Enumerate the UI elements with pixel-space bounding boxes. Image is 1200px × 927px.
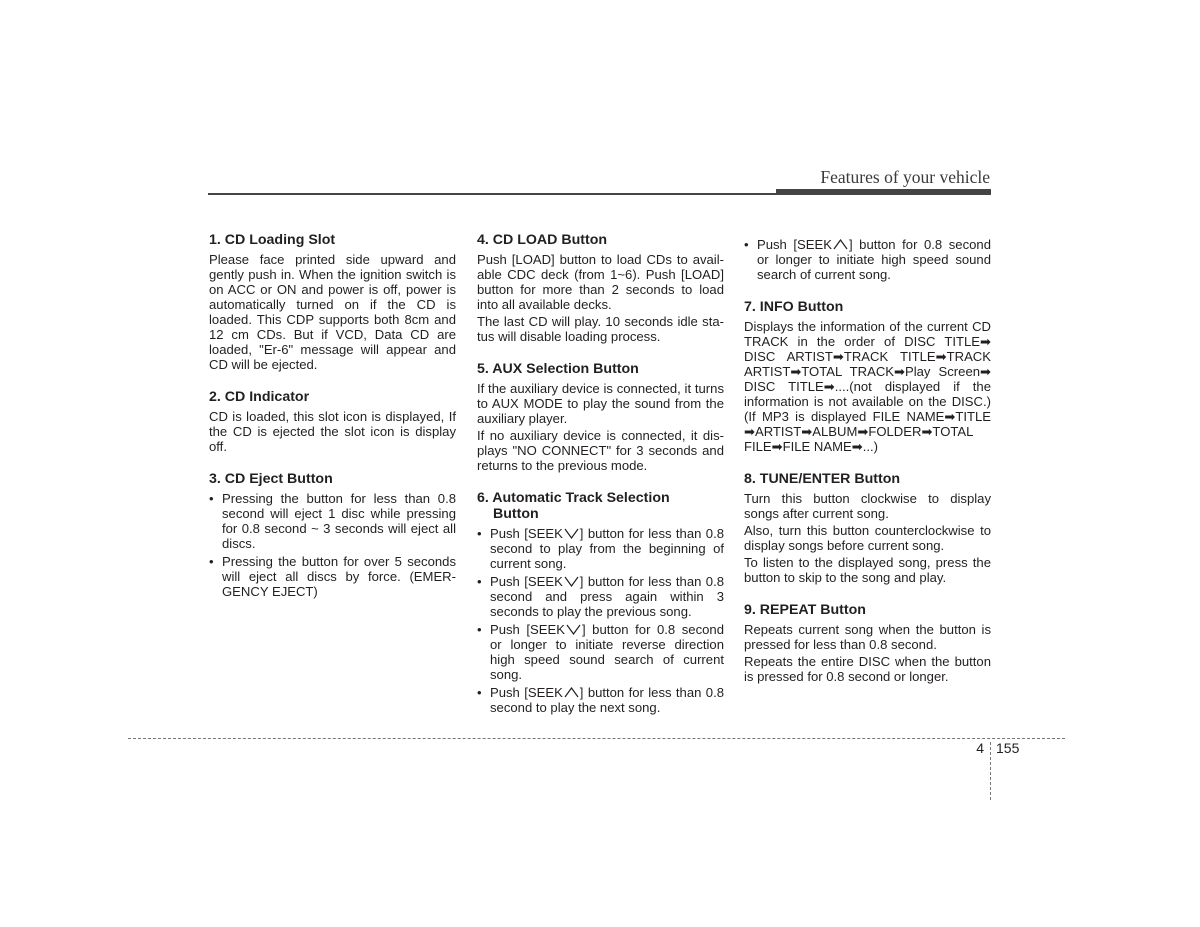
section-heading: 1. CD Loading Slot xyxy=(209,232,336,248)
bullet-list xyxy=(744,237,991,282)
bullet-glyph: • xyxy=(477,622,482,637)
section-heading: 8. TUNE/ENTER Button xyxy=(744,471,901,487)
section-paragraph: Repeats current song when the button is pressed for less than 0.8 second. xyxy=(744,622,991,652)
section-heading: 7. INFO Button xyxy=(744,299,844,315)
section-automatic-track-selection xyxy=(477,490,724,715)
list-item-text: ] button for less than 0.8 second to play from the beginning of current song. xyxy=(490,526,724,571)
bullet-glyph: • xyxy=(744,237,749,252)
seek-label: Push [SEEK xyxy=(490,685,563,700)
seek-label: Push [SEEK xyxy=(490,622,565,637)
section-info-button xyxy=(744,299,991,454)
section-heading: 4. CD LOAD Button xyxy=(477,232,608,248)
section-paragraph: Also, turn this button counterclockwise to display songs before current song. xyxy=(744,523,991,553)
section-seek-continued xyxy=(744,237,991,282)
chevron-down-icon xyxy=(566,624,581,635)
bullet-list xyxy=(209,491,456,599)
section-cd-loading-slot xyxy=(209,232,456,372)
header-rule-thick xyxy=(776,189,991,195)
footer-vertical-rule xyxy=(990,742,991,800)
section-heading: 3. CD Eject Button xyxy=(209,471,333,487)
section-aux-selection-button xyxy=(477,361,724,473)
list-item-text: Pressing the button for less than 0.8 second will eject 1 disc while pressing for 0.8 second ~ 3 seconds will eject all discs. xyxy=(222,491,456,551)
list-item xyxy=(744,237,991,282)
section-paragraph: Please face printed side upward and gently push in. When the ignition switch is on ACC or ON and power is off, power is automatically turned on if the CD is loaded. This CDP supports both 8cm and 12 cm CDs. But if VCD, Data CD are loaded, "Er-6" message will appear and CD will be ejected. xyxy=(209,252,456,372)
section-paragraph: If no auxiliary device is connected, it dis-plays "NO CONNECT" for 3 seconds and returns to the previous mode. xyxy=(477,428,724,473)
footer-dashed-rule xyxy=(128,738,1065,739)
bullet-list xyxy=(477,526,724,715)
section-heading: 2. CD Indicator xyxy=(209,389,310,405)
section-tune-enter-button xyxy=(744,471,991,585)
section-heading: 6. Automatic Track Selection xyxy=(477,490,670,506)
section-paragraph: Turn this button clockwise to display songs after current song. xyxy=(744,491,991,521)
section-heading-continued: Button xyxy=(493,506,539,522)
bullet-glyph: • xyxy=(209,491,214,506)
chevron-up-icon xyxy=(564,687,579,698)
section-heading: 9. REPEAT Button xyxy=(744,602,866,618)
list-item-text: ] button for less than 0.8 second and press again within 3 seconds to play the previous song. xyxy=(490,574,724,619)
section-paragraph: CD is loaded, this slot icon is displayed, If the CD is ejected the slot icon is display off. xyxy=(209,409,456,454)
section-paragraph: To listen to the displayed song, press the button to skip to the song and play. xyxy=(744,555,991,585)
chapter-number: 4 xyxy=(976,740,984,756)
bullet-glyph: • xyxy=(477,574,482,589)
section-heading: 5. AUX Selection Button xyxy=(477,361,639,377)
section-paragraph: Push [LOAD] button to load CDs to avail-able CDC deck (from 1~6). Push [LOAD] button for more than 2 seconds to load into all available decks. xyxy=(477,252,724,312)
list-item-text: ] button for 0.8 second or longer to initiate high speed sound search of current song. xyxy=(757,237,991,282)
list-item xyxy=(477,574,724,619)
list-item xyxy=(209,491,456,551)
list-item-text: ] button for 0.8 second or longer to initiate reverse direction high speed sound search of current song. xyxy=(490,622,724,682)
seek-label: Push [SEEK xyxy=(490,526,563,541)
list-item xyxy=(477,685,724,715)
page-header-title: Features of your vehicle xyxy=(820,167,990,187)
chevron-down-icon xyxy=(564,576,579,587)
list-item-text: Pressing the button for over 5 seconds will eject all discs by force. (EMER-GENCY EJECT) xyxy=(222,554,456,599)
chevron-down-icon xyxy=(564,528,579,539)
section-cd-eject-button xyxy=(209,471,456,599)
list-item xyxy=(209,554,456,599)
section-repeat-button xyxy=(744,602,991,684)
bullet-glyph: • xyxy=(477,526,482,541)
section-paragraph: Repeats the entire DISC when the button is pressed for 0.8 second or longer. xyxy=(744,654,991,684)
bullet-glyph: • xyxy=(477,685,482,700)
seek-label: Push [SEEK xyxy=(757,237,832,252)
section-cd-indicator xyxy=(209,389,456,454)
column-middle xyxy=(477,232,724,732)
list-item xyxy=(477,526,724,571)
list-item xyxy=(477,622,724,682)
section-paragraph: If the auxiliary device is connected, it turns to AUX MODE to play the sound from the auxiliary player. xyxy=(477,381,724,426)
section-paragraph: The last CD will play. 10 seconds idle sta-tus will disable loading process. xyxy=(477,314,724,344)
column-left xyxy=(209,232,456,616)
bullet-glyph: • xyxy=(209,554,214,569)
chevron-up-icon xyxy=(833,239,848,250)
column-right xyxy=(744,237,991,701)
list-item-text: ] button for less than 0.8 second to play the next song. xyxy=(490,685,724,715)
section-cd-load-button xyxy=(477,232,724,344)
seek-label: Push [SEEK xyxy=(490,574,563,589)
page-number: 155 xyxy=(996,740,1020,756)
header-rule-thin xyxy=(208,193,776,195)
section-paragraph: Displays the information of the current CD TRACK in the order of DISC TITLE➡ DISC ARTIST➡TRACK TITLE➡TRACK ARTIST➡TOTAL TRACK➡Play Screen➡ DISC TITLE➡....(not displayed if the information is not available on the DISC.) (If MP3 is displayed FILE NAME➡TITLE ➡ARTIST➡ALBUM➡FOLDER➡TOTAL FILE➡FILE NAME➡...) xyxy=(744,319,991,454)
